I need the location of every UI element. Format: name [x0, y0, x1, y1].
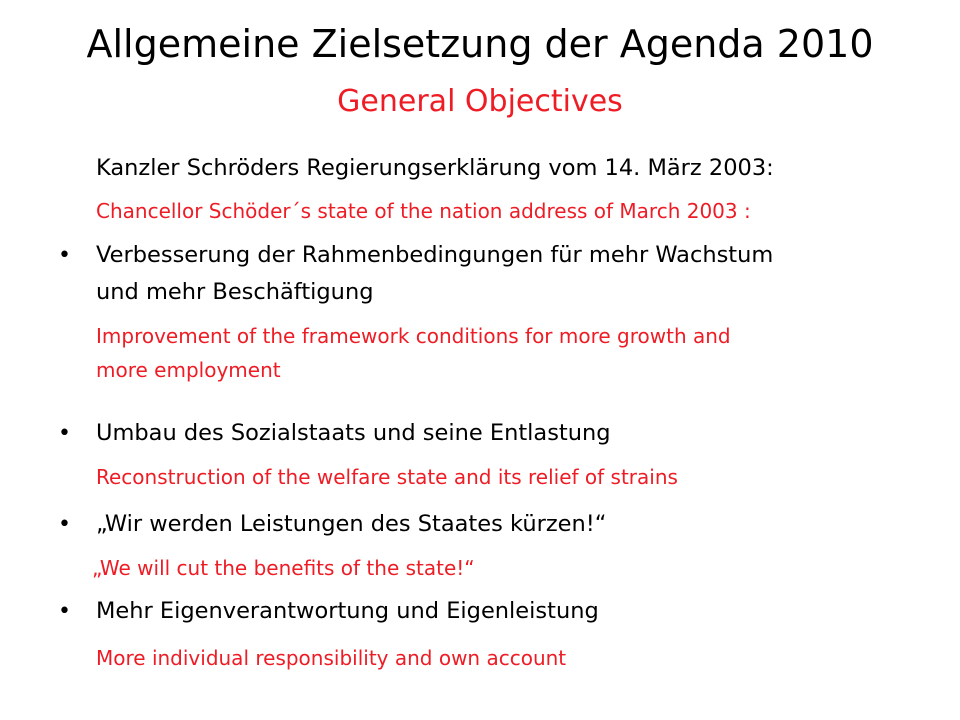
slide-title: Allgemeine Zielsetzung der Agenda 2010: [86, 22, 874, 66]
bullet-1-de-line-2: und mehr Beschäftigung: [96, 279, 374, 305]
bullet-marker: •: [58, 512, 71, 537]
bullet-3-en: „We will cut the benefits of the state!“: [92, 556, 475, 580]
intro-text-en: Chancellor Schöder´s state of the nation address of March 2003 :: [96, 199, 751, 223]
bullet-marker: •: [58, 421, 71, 446]
bullet-1-en-line-2: more employment: [96, 358, 281, 382]
bullet-marker: •: [58, 243, 71, 268]
bullet-1-en-line-1: Improvement of the framework conditions for more growth and: [96, 324, 731, 348]
slide-subtitle: General Objectives: [337, 84, 623, 119]
bullet-marker: •: [58, 599, 71, 624]
intro-text-de: Kanzler Schröders Regierungserklärung vom 14. März 2003:: [96, 155, 774, 181]
bullet-1-de-line-1: Verbesserung der Rahmenbedingungen für mehr Wachstum: [96, 242, 774, 268]
bullet-2-de: Umbau des Sozialstaats und seine Entlastung: [96, 420, 611, 446]
bullet-3-de: „Wir werden Leistungen des Staates kürzen!“: [96, 511, 607, 537]
bullet-4-en: More individual responsibility and own account: [96, 646, 567, 670]
bullet-2-en: Reconstruction of the welfare state and its relief of strains: [96, 465, 678, 489]
bullet-4-de: Mehr Eigenverantwortung und Eigenleistung: [96, 598, 599, 624]
